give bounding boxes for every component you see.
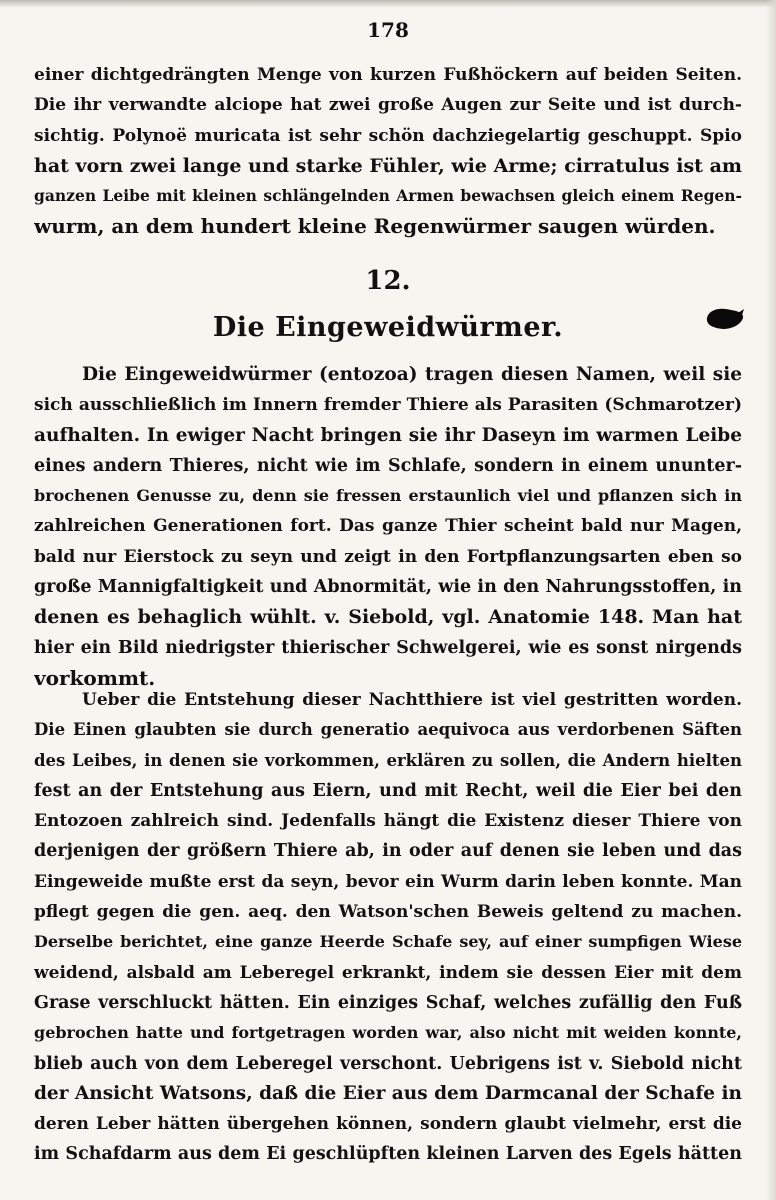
text-line: bald nur Eierstock zu seyn und zeigt in den Fortpflanzungsarten eben so (34, 546, 742, 567)
text-line: Derselbe berichtet, eine ganze Heerde Schafe sey, auf einer sumpfigen Wiese (34, 932, 742, 952)
text-line: des Leibes, in denen sie vorkommen, erklären zu sollen, die Andern hielten (34, 750, 742, 770)
text-line: Die Einen glaubten sie durch generatio aequivoca aus verdorbenen Säften (34, 720, 742, 740)
section-number: 12. (365, 266, 411, 296)
continued-paragraph (34, 60, 742, 242)
text-line: aufhalten. In ewiger Nacht bringen sie ihr Daseyn im warmen Leibe (34, 424, 742, 446)
text-line: Grase verschluckt hätten. Ein einziges Schaf, welches zufällig den Fuß (34, 992, 742, 1013)
text-line: Eingeweide mußte erst da seyn, bevor ein Wurm darin leben konnte. Man (34, 871, 742, 892)
text-line: zahlreichen Generationen fort. Das ganze Thier scheint bald nur Magen, (34, 516, 742, 537)
page-gutter-shadow (766, 0, 776, 1200)
text-line: wurm, an dem hundert kleine Regenwürmer saugen würden. (34, 214, 716, 239)
page-edge-shadow (0, 0, 776, 8)
text-line: im Schafdarm aus dem Ei geschlüpften kleinen Larven des Egels hätten (34, 1144, 742, 1165)
text-line: pflegt gegen die gen. aeq. den Watson'schen Beweis geltend zu machen. (34, 902, 742, 923)
text-line: Die ihr verwandte alciope hat zwei große Augen zur Seite und ist durch- (34, 95, 742, 116)
ink-blot (703, 305, 745, 331)
text-line: brochenen Genusse zu, denn sie fressen erstaunlich viel und pflanzen sich in (34, 486, 742, 506)
paragraph-intro (34, 360, 742, 693)
text-line: weidend, alsbald am Leberegel erkrankt, indem sie dessen Eier mit dem (34, 962, 742, 983)
text-line: hat vorn zwei lange und starke Fühler, wie Arme; cirratulus ist am (34, 154, 742, 177)
text-line: große Mannigfaltigkeit und Abnormität, wie in den Nahrungsstoffen, in (34, 577, 742, 598)
text-line: gebrochen hatte und fortgetragen worden war, also nicht mit weiden konnte, (34, 1023, 742, 1043)
text-line: sich ausschließlich im Innern fremder Thiere als Parasiten (Schmarotzer) (34, 395, 742, 416)
text-line: fest an der Entstehung aus Eiern, und mit Recht, weil die Eier bei den (34, 780, 742, 801)
paragraph-origin (34, 685, 742, 1170)
text-line: blieb auch von dem Leberegel verschont. Uebrigens ist v. Siebold nicht (34, 1053, 742, 1074)
text-line: denen es behaglich wühlt. v. Siebold, vgl. Anatomie 148. Man hat (34, 606, 742, 629)
text-line: deren Leber hätten übergehen können, sondern glaubt vielmehr, erst die (34, 1114, 742, 1135)
section-title: Die Eingeweidwürmer. (212, 312, 564, 343)
text-line: ganzen Leibe mit kleinen schlängelnden Armen bewachsen gleich einem Regen- (34, 186, 742, 206)
text-line: der Ansicht Watsons, daß die Eier aus dem Darmcanal der Schafe in (34, 1082, 742, 1104)
text-line: vorkommt. (34, 665, 156, 690)
text-line: sichtig. Polynoë muricata ist sehr schön dachziegelartig geschuppt. Spio (34, 125, 742, 146)
page-number: 178 (367, 18, 409, 42)
text-line: Ueber die Entstehung dieser Nachtthiere ist viel gestritten worden. (82, 690, 742, 710)
text-line: hier ein Bild niedrigster thierischer Schwelgerei, wie es sonst nirgends (34, 637, 742, 658)
text-line: Die Eingeweidwürmer (entozoa) tragen diesen Namen, weil sie (82, 364, 742, 385)
text-line: einer dichtgedrängten Menge von kurzen Fußhöckern auf beiden Seiten. (34, 65, 742, 85)
text-line: Entozoen zahlreich sind. Jedenfalls hängt die Existenz dieser Thiere von (34, 811, 742, 832)
text-line: derjenigen der größern Thiere ab, in oder auf denen sie leben und das (34, 841, 742, 862)
text-line: eines andern Thieres, nicht wie im Schlafe, sondern in einem ununter- (34, 455, 742, 476)
